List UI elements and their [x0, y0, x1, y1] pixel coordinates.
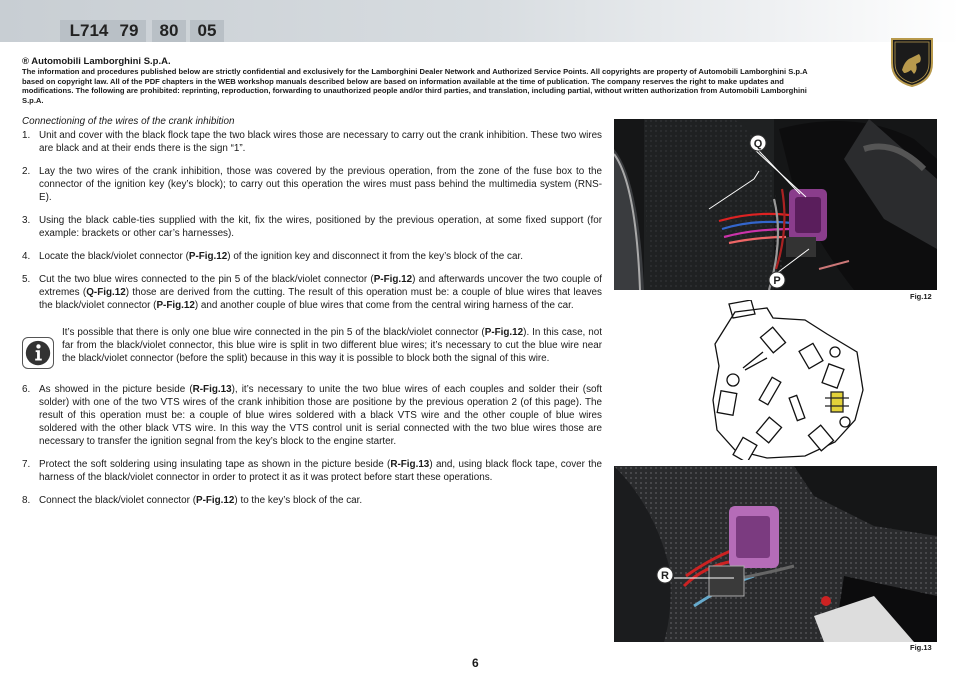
step-item	[22, 250, 602, 263]
step-item	[22, 383, 602, 448]
step-text	[39, 494, 602, 507]
figure-reference: P-Fig.12	[373, 274, 413, 285]
step-item	[22, 273, 602, 312]
text-run: ) to the key’s block of the car.	[234, 495, 363, 506]
step-item	[22, 165, 602, 204]
fig12-label-p: P	[773, 275, 781, 287]
step-number: 7.	[22, 459, 31, 470]
connector-pin-diagram	[705, 300, 865, 460]
fig12-caption: Fig.12	[910, 292, 932, 301]
text-run: ) and another couple of blue wires that come from the central wiring harness of the car.	[194, 300, 574, 311]
text-run: Lay the two wires of the crank inhibition, those was covered by the previous operation, from the zone of the fuse box to the connector of the ignition key (key’s block); to carry out this operation the wires must pass behind the multimedia system (RNS-E).	[39, 166, 602, 203]
text-run: Using the black cable-ties supplied with the kit, fix the wires, positioned by the previous operation, at some fixed support (for example: brackets or other car’s harnesses).	[39, 215, 602, 239]
text-run: ). In this case, not far from the black/violet connector, this blue wire is split in two different blue wires; it’s necessary to cut the blue wire near the black/violet connector (before the split) because in this way it is possible to block both the signal of this wire.	[62, 327, 602, 364]
text-run: ) those are derived from the cutting. The result of this operation must be: a couple of blue wires that leaves the black/violet connector (	[39, 287, 602, 311]
section-intro: Connectioning of the wires of the crank inhibition	[22, 116, 235, 127]
figure-reference: Q-Fig.12	[86, 287, 126, 298]
doc-code-2: 79	[112, 20, 146, 42]
info-note	[22, 326, 602, 365]
step-text	[39, 165, 602, 204]
step-item	[22, 214, 602, 240]
legal-notice	[22, 56, 830, 105]
step-number: 5.	[22, 274, 31, 285]
step-text	[39, 129, 602, 155]
step-text	[39, 458, 602, 484]
figure-reference: P-Fig.12	[188, 251, 228, 262]
step-text	[39, 214, 602, 240]
text-run: As showed in the picture beside (	[39, 384, 193, 395]
text-run: ) and afterwards uncover the two couple of extremes (	[39, 274, 602, 298]
legal-text: The information and procedures published below are strictly confidential and exclusively for the Lamborghini Dealer Network and Authorized Service Points. All copyrights are property of Automobili Lamborghini S.p.A based on copyright law. All of the PDF chapters in the WEB workshop manuals described below are based on information available at the time of publication. The company reserves the right to make updates and modifications. The following are prohibited: reprinting, reproduction, forwarding to unauthorized people and/or third parties, and translation, including partial, without written authorization from Automobili Lamborghini S.p.A.	[22, 67, 808, 105]
text-run: It’s possible that there is only one blue wire connected in the pin 5 of the black/violet connector (	[62, 327, 485, 338]
doc-code-1: L714	[60, 20, 118, 42]
fig12-photo	[614, 119, 937, 290]
text-run: ) of the ignition key and disconnect it from the key’s block of the car.	[227, 251, 523, 262]
figure-reference: R-Fig.13	[390, 459, 430, 470]
figure-reference: R-Fig.13	[192, 384, 232, 395]
lamborghini-logo	[889, 36, 935, 88]
steps-list-2	[22, 383, 602, 507]
legal-title: ® Automobili Lamborghini S.p.A.	[22, 56, 171, 67]
fig13-photo	[614, 466, 937, 642]
procedure-content	[22, 115, 602, 517]
note-text	[62, 326, 602, 365]
text-run: Connect the black/violet connector (	[39, 495, 196, 506]
text-run: ) and, using black flock tape, cover the harness of the black/violet connector in order to protect it as it was protect before start these operations.	[39, 459, 602, 483]
step-text	[39, 273, 602, 312]
figure-reference: P-Fig.12	[484, 327, 524, 338]
text-run: Cut the two blue wires connected to the pin 5 of the black/violet connector (	[39, 274, 374, 285]
figure-reference: P-Fig.12	[156, 300, 195, 311]
info-icon	[22, 337, 54, 369]
step-item	[22, 494, 602, 507]
fig13-caption: Fig.13	[910, 643, 932, 652]
page-number: 6	[472, 656, 479, 670]
figure-reference: P-Fig.12	[196, 495, 235, 506]
steps-list	[22, 129, 602, 312]
step-item	[22, 129, 602, 155]
step-number: 6.	[22, 384, 31, 395]
step-number: 4.	[22, 251, 31, 262]
step-item	[22, 458, 602, 484]
text-run: Locate the black/violet connector (	[39, 251, 189, 262]
step-text	[39, 383, 602, 448]
step-number: 2.	[22, 166, 31, 177]
text-run: ), it’s necessary to unite the two blue wires of each couples and solder their (soft solder) with one of the two VTS wires of the crank inhibition those are positione by the previous operation 2 (of this page). The result of this operation must be: a couple of blue wires soldered with a black VTS wire and the other couple of blue wires soldered with the other black VTS wire. In this way the VTS control unit is serial connected with the two blue wires those are necessary to transfer the ignition segnal from the key’s block to the engine starter.	[39, 384, 602, 447]
step-number: 1.	[22, 130, 31, 141]
doc-code-3: 80	[152, 20, 186, 42]
text-run: Unit and cover with the black flock tape the two black wires those are necessary to carry out the crank inhibition. These two wires are black and at their ends there is the sign “1”.	[39, 130, 602, 154]
doc-code-4: 05	[190, 20, 224, 42]
step-number: 3.	[22, 215, 31, 226]
text-run: Protect the soft soldering using insulating tape as shown in the picture beside (	[39, 459, 391, 470]
step-text	[39, 250, 602, 263]
fig13-label-r: R	[661, 570, 669, 582]
step-number: 8.	[22, 495, 31, 506]
fig12-label-q: Q	[753, 138, 763, 150]
